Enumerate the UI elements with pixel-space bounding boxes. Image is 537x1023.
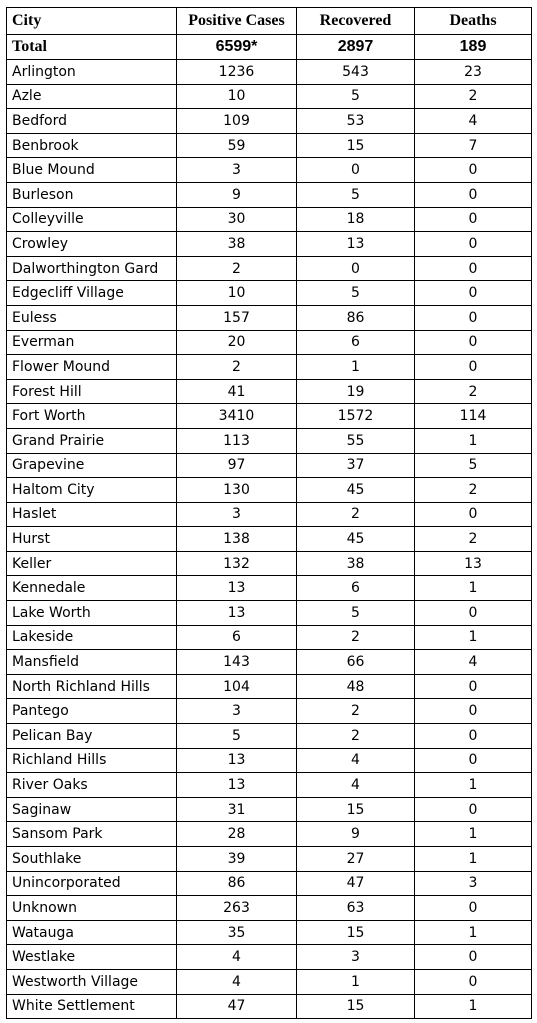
table-row	[7, 748, 532, 773]
deaths-count: 0	[415, 945, 532, 970]
table-row	[7, 674, 532, 699]
city-name: Pelican Bay	[7, 724, 177, 749]
deaths-count: 2	[415, 379, 532, 404]
table-row	[7, 502, 532, 527]
city-name: Crowley	[7, 232, 177, 257]
city-name: Lakeside	[7, 625, 177, 650]
positive-cases: 10	[177, 84, 297, 109]
table-row	[7, 920, 532, 945]
city-name: Euless	[7, 305, 177, 330]
recovered-count: 5	[297, 281, 415, 306]
deaths-count: 0	[415, 502, 532, 527]
recovered-count: 15	[297, 994, 415, 1019]
deaths-count: 0	[415, 699, 532, 724]
table-row	[7, 355, 532, 380]
table-row	[7, 207, 532, 232]
recovered-count: 5	[297, 84, 415, 109]
table-row	[7, 650, 532, 675]
table-row	[7, 305, 532, 330]
recovered-count: 48	[297, 674, 415, 699]
table-row	[7, 551, 532, 576]
table-row	[7, 428, 532, 453]
city-name: Richland Hills	[7, 748, 177, 773]
positive-cases: 10	[177, 281, 297, 306]
deaths-count: 1	[415, 773, 532, 798]
recovered-count: 19	[297, 379, 415, 404]
deaths-count: 114	[415, 404, 532, 429]
header-recovered: Recovered	[297, 8, 415, 35]
table-row	[7, 453, 532, 478]
recovered-count: 2	[297, 625, 415, 650]
city-name: Southlake	[7, 847, 177, 872]
city-name: Westworth Village	[7, 969, 177, 994]
recovered-count: 86	[297, 305, 415, 330]
city-name: Unincorporated	[7, 871, 177, 896]
total-row	[7, 35, 532, 60]
table-row	[7, 871, 532, 896]
recovered-count: 1572	[297, 404, 415, 429]
deaths-count: 0	[415, 232, 532, 257]
city-name: Grapevine	[7, 453, 177, 478]
recovered-count: 0	[297, 256, 415, 281]
table-row	[7, 847, 532, 872]
city-name: Colleyville	[7, 207, 177, 232]
header-positive-cases: Positive Cases	[177, 8, 297, 35]
positive-cases: 2	[177, 355, 297, 380]
recovered-count: 55	[297, 428, 415, 453]
positive-cases: 263	[177, 896, 297, 921]
city-name: Haltom City	[7, 478, 177, 503]
total-section	[7, 35, 532, 60]
deaths-count: 0	[415, 355, 532, 380]
city-name: Dalworthington Gard	[7, 256, 177, 281]
deaths-count: 0	[415, 305, 532, 330]
city-name: Kennedale	[7, 576, 177, 601]
deaths-count: 1	[415, 625, 532, 650]
recovered-count: 18	[297, 207, 415, 232]
city-name: Westlake	[7, 945, 177, 970]
total-recovered: 2897	[297, 35, 415, 60]
table-row	[7, 109, 532, 134]
city-name: River Oaks	[7, 773, 177, 798]
table-row	[7, 182, 532, 207]
city-name: Burleson	[7, 182, 177, 207]
city-name: Grand Prairie	[7, 428, 177, 453]
city-name: Azle	[7, 84, 177, 109]
deaths-count: 5	[415, 453, 532, 478]
recovered-count: 53	[297, 109, 415, 134]
deaths-count: 0	[415, 601, 532, 626]
positive-cases: 6	[177, 625, 297, 650]
recovered-count: 9	[297, 822, 415, 847]
header-city: City	[7, 8, 177, 35]
table-row	[7, 822, 532, 847]
table-row	[7, 601, 532, 626]
positive-cases: 39	[177, 847, 297, 872]
positive-cases: 13	[177, 773, 297, 798]
recovered-count: 4	[297, 748, 415, 773]
table-row	[7, 133, 532, 158]
deaths-count: 0	[415, 969, 532, 994]
total-deaths: 189	[415, 35, 532, 60]
recovered-count: 66	[297, 650, 415, 675]
city-name: Lake Worth	[7, 601, 177, 626]
deaths-count: 2	[415, 478, 532, 503]
positive-cases: 4	[177, 969, 297, 994]
deaths-count: 2	[415, 527, 532, 552]
deaths-count: 1	[415, 920, 532, 945]
city-name: Forest Hill	[7, 379, 177, 404]
deaths-count: 1	[415, 994, 532, 1019]
positive-cases: 130	[177, 478, 297, 503]
deaths-count: 4	[415, 109, 532, 134]
table-row	[7, 797, 532, 822]
city-rows	[7, 60, 532, 1019]
table-row	[7, 379, 532, 404]
recovered-count: 6	[297, 576, 415, 601]
recovered-count: 3	[297, 945, 415, 970]
recovered-count: 2	[297, 699, 415, 724]
city-name: Sansom Park	[7, 822, 177, 847]
recovered-count: 5	[297, 601, 415, 626]
recovered-count: 2	[297, 724, 415, 749]
recovered-count: 15	[297, 797, 415, 822]
positive-cases: 3	[177, 502, 297, 527]
recovered-count: 63	[297, 896, 415, 921]
table-row	[7, 994, 532, 1019]
recovered-count: 6	[297, 330, 415, 355]
positive-cases: 20	[177, 330, 297, 355]
positive-cases: 38	[177, 232, 297, 257]
table-header	[7, 8, 532, 35]
recovered-count: 2	[297, 502, 415, 527]
deaths-count: 1	[415, 428, 532, 453]
positive-cases: 13	[177, 576, 297, 601]
cases-by-city-table	[6, 7, 532, 1019]
header-row	[7, 8, 532, 35]
deaths-count: 0	[415, 724, 532, 749]
city-name: Hurst	[7, 527, 177, 552]
table-row	[7, 945, 532, 970]
positive-cases: 41	[177, 379, 297, 404]
positive-cases: 104	[177, 674, 297, 699]
deaths-count: 0	[415, 896, 532, 921]
table-row	[7, 158, 532, 183]
table-row	[7, 281, 532, 306]
positive-cases: 132	[177, 551, 297, 576]
positive-cases: 157	[177, 305, 297, 330]
deaths-count: 0	[415, 256, 532, 281]
recovered-count: 38	[297, 551, 415, 576]
table-row	[7, 84, 532, 109]
city-name: Mansfield	[7, 650, 177, 675]
recovered-count: 27	[297, 847, 415, 872]
positive-cases: 86	[177, 871, 297, 896]
positive-cases: 97	[177, 453, 297, 478]
recovered-count: 0	[297, 158, 415, 183]
positive-cases: 3	[177, 699, 297, 724]
positive-cases: 138	[177, 527, 297, 552]
recovered-count: 15	[297, 920, 415, 945]
deaths-count: 3	[415, 871, 532, 896]
positive-cases: 4	[177, 945, 297, 970]
deaths-count: 0	[415, 182, 532, 207]
positive-cases: 59	[177, 133, 297, 158]
positive-cases: 113	[177, 428, 297, 453]
table-row	[7, 60, 532, 85]
city-name: Haslet	[7, 502, 177, 527]
table-row	[7, 527, 532, 552]
positive-cases: 13	[177, 748, 297, 773]
city-name: Saginaw	[7, 797, 177, 822]
positive-cases: 35	[177, 920, 297, 945]
table-row	[7, 478, 532, 503]
positive-cases: 30	[177, 207, 297, 232]
deaths-count: 0	[415, 330, 532, 355]
positive-cases: 1236	[177, 60, 297, 85]
deaths-count: 0	[415, 748, 532, 773]
deaths-count: 23	[415, 60, 532, 85]
city-name: White Settlement	[7, 994, 177, 1019]
table-row	[7, 576, 532, 601]
table-row	[7, 896, 532, 921]
city-name: Watauga	[7, 920, 177, 945]
recovered-count: 543	[297, 60, 415, 85]
recovered-count: 4	[297, 773, 415, 798]
city-name: Unknown	[7, 896, 177, 921]
positive-cases: 5	[177, 724, 297, 749]
deaths-count: 1	[415, 576, 532, 601]
recovered-count: 13	[297, 232, 415, 257]
recovered-count: 5	[297, 182, 415, 207]
table-row	[7, 625, 532, 650]
table-row	[7, 232, 532, 257]
table-row	[7, 773, 532, 798]
table-row	[7, 256, 532, 281]
table-row	[7, 404, 532, 429]
deaths-count: 1	[415, 822, 532, 847]
deaths-count: 2	[415, 84, 532, 109]
positive-cases: 31	[177, 797, 297, 822]
deaths-count: 4	[415, 650, 532, 675]
total-label: Total	[7, 35, 177, 60]
recovered-count: 1	[297, 355, 415, 380]
city-name: Edgecliff Village	[7, 281, 177, 306]
city-name: Benbrook	[7, 133, 177, 158]
table-row	[7, 699, 532, 724]
recovered-count: 47	[297, 871, 415, 896]
city-name: Flower Mound	[7, 355, 177, 380]
city-name: Fort Worth	[7, 404, 177, 429]
positive-cases: 109	[177, 109, 297, 134]
table-row	[7, 330, 532, 355]
recovered-count: 37	[297, 453, 415, 478]
city-name: Blue Mound	[7, 158, 177, 183]
table-row	[7, 724, 532, 749]
deaths-count: 7	[415, 133, 532, 158]
deaths-count: 0	[415, 207, 532, 232]
deaths-count: 0	[415, 158, 532, 183]
recovered-count: 1	[297, 969, 415, 994]
deaths-count: 1	[415, 847, 532, 872]
city-name: North Richland Hills	[7, 674, 177, 699]
positive-cases: 143	[177, 650, 297, 675]
positive-cases: 9	[177, 182, 297, 207]
city-name: Keller	[7, 551, 177, 576]
recovered-count: 45	[297, 527, 415, 552]
city-name: Bedford	[7, 109, 177, 134]
deaths-count: 0	[415, 674, 532, 699]
recovered-count: 15	[297, 133, 415, 158]
header-deaths: Deaths	[415, 8, 532, 35]
total-positive: 6599*	[177, 35, 297, 60]
table-row	[7, 969, 532, 994]
city-name: Pantego	[7, 699, 177, 724]
city-name: Arlington	[7, 60, 177, 85]
recovered-count: 45	[297, 478, 415, 503]
deaths-count: 0	[415, 281, 532, 306]
positive-cases: 3	[177, 158, 297, 183]
city-name: Everman	[7, 330, 177, 355]
deaths-count: 0	[415, 797, 532, 822]
positive-cases: 13	[177, 601, 297, 626]
positive-cases: 47	[177, 994, 297, 1019]
positive-cases: 3410	[177, 404, 297, 429]
positive-cases: 28	[177, 822, 297, 847]
positive-cases: 2	[177, 256, 297, 281]
deaths-count: 13	[415, 551, 532, 576]
